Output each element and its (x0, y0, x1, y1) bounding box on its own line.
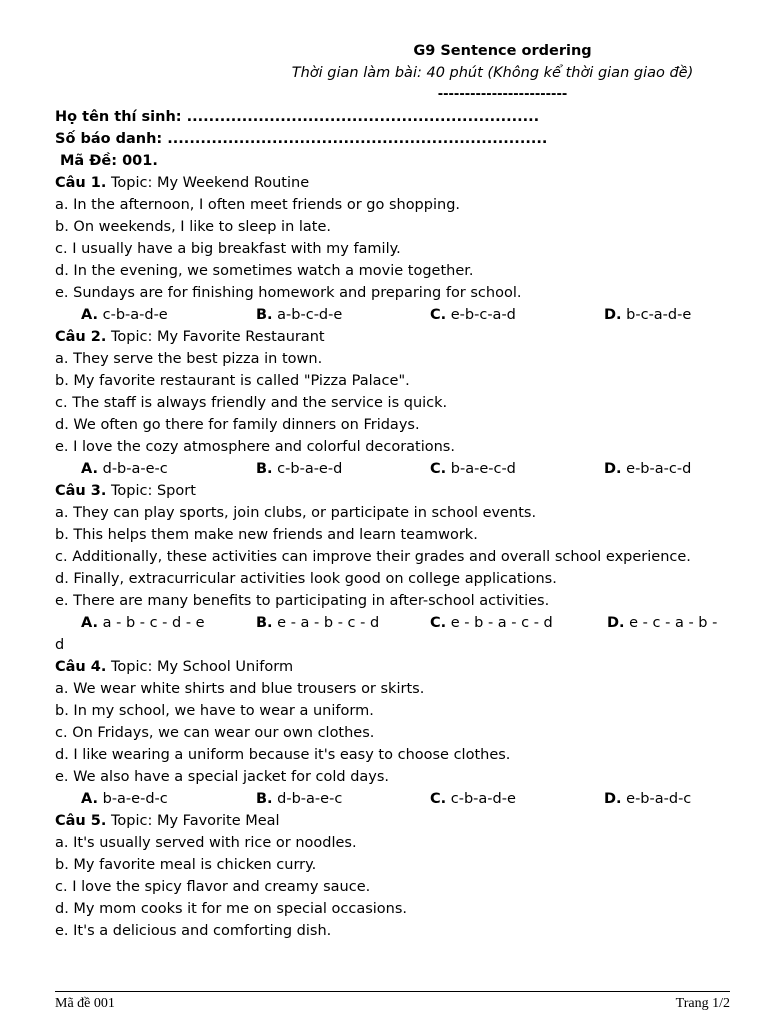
question-3 (55, 480, 730, 656)
option-a[interactable]: A. d-b-a-e-c (81, 461, 168, 477)
question-1 (55, 172, 730, 326)
sentence-b: b. This helps them make new friends and learn teamwork. (55, 527, 478, 543)
sentence-b: b. My favorite restaurant is called "Pizza Palace". (55, 373, 410, 389)
question-heading (55, 172, 730, 194)
answer-options (55, 788, 730, 810)
sentence-a: a. We wear white shirts and blue trousers or skirts. (55, 681, 425, 697)
option-b[interactable]: B. e - a - b - c - d (256, 615, 380, 631)
option-c[interactable]: C. b-a-e-c-d (430, 461, 516, 477)
option-a[interactable]: A. b-a-e-d-c (81, 791, 168, 807)
question-topic: Topic: Sport (111, 483, 196, 499)
question-heading (55, 810, 730, 832)
option-c[interactable]: C. e - b - a - c - d (430, 615, 553, 631)
question-4 (55, 656, 730, 810)
sentence-d: d. My mom cooks it for me on special occasions. (55, 901, 408, 917)
exam-duration: Thời gian làm bài: 40 phút (Không kể thời gian giao đề) (291, 65, 694, 81)
question-topic: Topic: My Weekend Routine (111, 175, 310, 191)
sentence-e: e. Sundays are for finishing homework and preparing for school. (55, 285, 522, 301)
question-5 (55, 810, 730, 942)
option-a[interactable]: A. a - b - c - d - e (81, 615, 205, 631)
option-a[interactable]: A. c-b-a-d-e (81, 307, 168, 323)
option-d[interactable]: D. e-b-a-d-c (604, 791, 692, 807)
sentence-e: e. I love the cozy atmosphere and colorful decorations. (55, 439, 455, 455)
sentence-c: c. The staff is always friendly and the service is quick. (55, 395, 448, 411)
sentence-c: c. Additionally, these activities can improve their grades and overall school experience. (55, 549, 691, 565)
sentence-e: e. It's a delicious and comforting dish. (55, 923, 332, 939)
question-label: Câu 1. (55, 175, 107, 191)
sentence-d: d. Finally, extracurricular activities look good on college applications. (55, 571, 557, 587)
question-topic: Topic: My Favorite Restaurant (111, 329, 325, 345)
sentence-b: b. My favorite meal is chicken curry. (55, 857, 317, 873)
sentence-c: c. I love the spicy flavor and creamy sauce. (55, 879, 371, 895)
header-divider: ------------------------ (437, 87, 568, 102)
option-c[interactable]: C. e-b-c-a-d (430, 307, 516, 323)
question-label: Câu 2. (55, 329, 107, 345)
sentence-a: a. They serve the best pizza in town. (55, 351, 323, 367)
exam-code: Mã Đề: 001. (60, 153, 158, 169)
footer-page-number: Trang 1/2 (675, 996, 730, 1011)
option-d[interactable]: D. e-b-a-c-d (604, 461, 692, 477)
question-label: Câu 4. (55, 659, 107, 675)
option-b[interactable]: B. c-b-a-e-d (256, 461, 343, 477)
sentence-d: d. We often go there for family dinners on Fridays. (55, 417, 420, 433)
student-name-line: Họ tên thí sinh: ................................................................ (55, 109, 540, 125)
question-heading (55, 326, 730, 348)
sentence-c: c. On Fridays, we can wear our own clothes. (55, 725, 375, 741)
answer-options (55, 458, 730, 480)
exam-page (55, 40, 730, 942)
option-d[interactable]: D. e - c - a - b - (607, 615, 718, 631)
option-d-wrap-tail: d (55, 637, 65, 653)
sentence-e: e. There are many benefits to participating in after-school activities. (55, 593, 550, 609)
option-d[interactable]: D. b-c-a-d-e (604, 307, 692, 323)
sentence-a: a. It's usually served with rice or noodles. (55, 835, 357, 851)
answer-options (55, 612, 730, 656)
exam-title: G9 Sentence ordering (413, 43, 592, 59)
question-2 (55, 326, 730, 480)
sentence-d: d. I like wearing a uniform because it's easy to choose clothes. (55, 747, 511, 763)
sentence-a: a. They can play sports, join clubs, or participate in school events. (55, 505, 537, 521)
question-heading (55, 480, 730, 502)
answer-options (55, 304, 730, 326)
question-heading (55, 656, 730, 678)
question-topic: Topic: My School Uniform (111, 659, 294, 675)
option-b[interactable]: B. a-b-c-d-e (256, 307, 343, 323)
question-topic: Topic: My Favorite Meal (111, 813, 280, 829)
sentence-b: b. On weekends, I like to sleep in late. (55, 219, 332, 235)
question-label: Câu 3. (55, 483, 107, 499)
sentence-a: a. In the afternoon, I often meet friends or go shopping. (55, 197, 461, 213)
sentence-e: e. We also have a special jacket for cold days. (55, 769, 390, 785)
question-label: Câu 5. (55, 813, 107, 829)
sentence-d: d. In the evening, we sometimes watch a movie together. (55, 263, 474, 279)
page-footer (55, 991, 730, 1011)
footer-exam-code: Mã đề 001 (55, 996, 115, 1011)
sentence-c: c. I usually have a big breakfast with my family. (55, 241, 401, 257)
sentence-b: b. In my school, we have to wear a uniform. (55, 703, 374, 719)
option-c[interactable]: C. c-b-a-d-e (430, 791, 516, 807)
student-id-line: Số báo danh: ..................................................................... (55, 131, 548, 147)
option-b[interactable]: B. d-b-a-e-c (256, 791, 343, 807)
